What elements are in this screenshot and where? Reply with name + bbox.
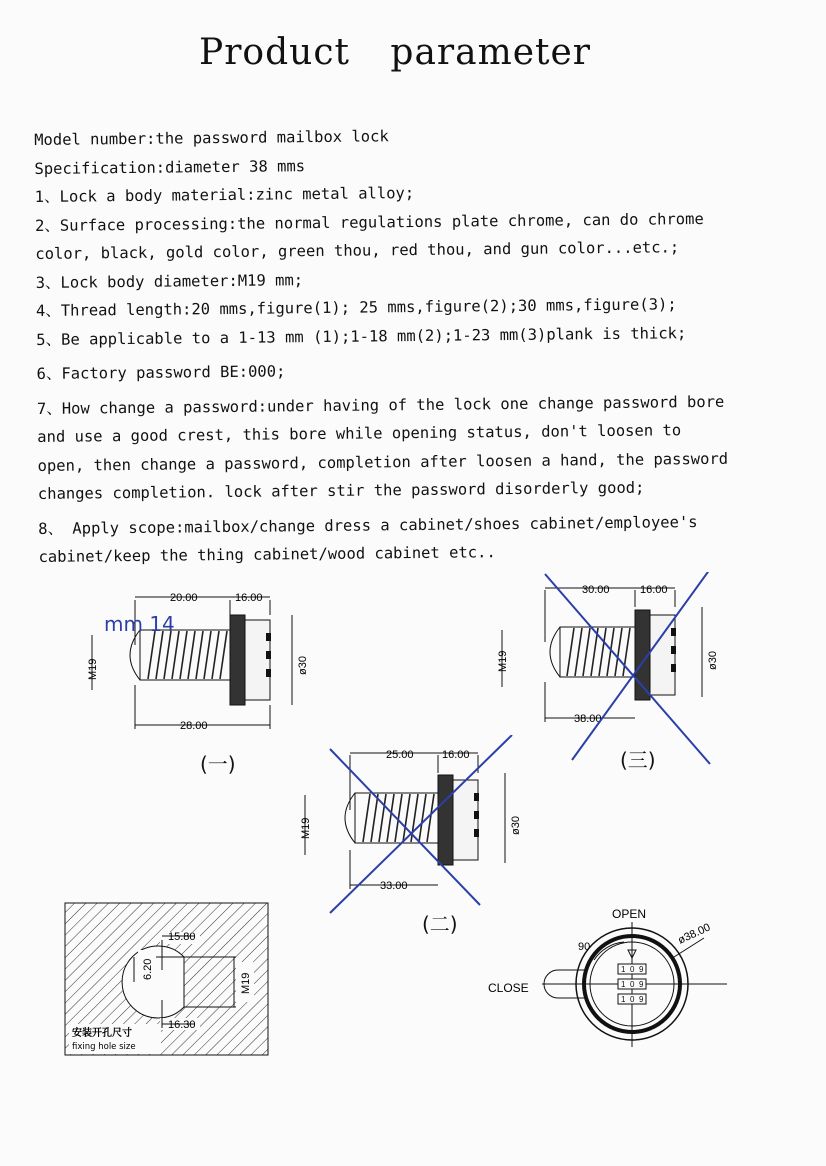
text-line: 7、How change a password:under having of the lock one change password bore xyxy=(36,392,725,418)
figure-3-label: (三) xyxy=(620,748,656,772)
figure-2-label: (二) xyxy=(422,912,458,936)
hole-caption-cn: 安装开孔尺寸 xyxy=(72,1028,132,1039)
dial-digit: 9 xyxy=(639,980,644,989)
text-line: 4、Thread length:20 mms,figure(1); 25 mms,figure(2);30 mms,figure(3); xyxy=(35,295,677,320)
dial-diameter-label: ø38.00 xyxy=(676,921,713,947)
figure-2-drawing xyxy=(290,735,540,920)
fig2-head-dia: ø30 xyxy=(510,816,522,835)
text-line: open, then change a password, completion after loosen a hand, the password xyxy=(37,449,729,475)
text-line: 5、Be applicable to a 1-13 mm (1);1-18 mm(2);1-23 mm(3)plank is thick; xyxy=(36,323,687,349)
dial-close-label: CLOSE xyxy=(488,981,529,995)
text-line: and use a good crest, this bore while opening status, don't loosen to xyxy=(37,421,682,446)
fig3-head-dia: ø30 xyxy=(707,651,719,670)
dial-digit: 1 xyxy=(621,995,626,1004)
fig3-cross-out-mark xyxy=(545,572,718,764)
fixing-hole-diagram xyxy=(64,902,270,1058)
dial-digit: 0 xyxy=(630,995,635,1004)
hole-diameter: M19 xyxy=(240,972,252,994)
text-line: Model number:the password mailbox lock xyxy=(34,127,389,149)
text-line: 6、Factory password BE:000; xyxy=(36,362,286,383)
dial-diagram xyxy=(482,902,762,1052)
fig1-total-length: 28.00 xyxy=(180,720,208,732)
text-line: changes completion. lock after stir the password disorderly good; xyxy=(37,478,645,503)
fig1-handwritten-note: mm 14 xyxy=(104,612,175,636)
dial-digit: 9 xyxy=(639,965,644,974)
page-title: Product parameter xyxy=(198,32,591,73)
text-line: Specification:diameter 38 mms xyxy=(34,156,306,178)
fig2-cross-out-mark xyxy=(330,735,512,913)
fig3-head-length: 16.00 xyxy=(640,584,668,596)
fig1-head-dia: ø30 xyxy=(297,656,309,675)
hole-width-top: 15.80 xyxy=(168,931,196,943)
fig1-thread-length: 20.00 xyxy=(170,592,198,604)
dial-digit: 9 xyxy=(639,995,644,1004)
fig2-thread-length: 25.00 xyxy=(386,749,414,761)
text-line: color, black, gold color, green thou, red thou, and gun color...etc.; xyxy=(35,238,680,263)
dial-digit: 0 xyxy=(630,965,635,974)
fig2-head-length: 16.00 xyxy=(442,749,470,761)
hole-width-bottom: 16.30 xyxy=(168,1019,196,1031)
hole-flat-width: 6.20 xyxy=(142,958,154,980)
fig3-thread-dia: M19 xyxy=(497,650,509,672)
dial-digit: 1 xyxy=(621,980,626,989)
fig3-thread-length: 30.00 xyxy=(582,584,610,596)
dial-digit: 1 xyxy=(621,965,626,974)
parameter-text xyxy=(34,118,767,571)
fig1-thread-dia: M19 xyxy=(87,658,99,680)
dial-angle-label: 90 xyxy=(578,941,591,953)
text-line: 1、Lock a body material:zinc metal alloy; xyxy=(34,184,415,206)
fig3-total-length: 38.00 xyxy=(574,713,602,725)
text-line: 2、Surface processing:the normal regulations plate chrome, can do chrome xyxy=(34,209,704,235)
figure-1-label: (一) xyxy=(200,752,236,776)
figure-1-drawing xyxy=(80,585,320,735)
fig2-thread-dia: M19 xyxy=(300,817,312,839)
text-line: 3、Lock body diameter:M19 mm; xyxy=(35,270,304,292)
dial-open-label: OPEN xyxy=(612,907,647,921)
hole-caption-en: fixing hole size xyxy=(72,1042,136,1052)
fig1-head-length: 16.00 xyxy=(235,592,263,604)
fig2-total-length: 33.00 xyxy=(380,880,408,892)
text-line: 8、 Apply scope:mailbox/change dress a cabinet/shoes cabinet/employee's xyxy=(38,512,698,538)
text-line: cabinet/keep the thing cabinet/wood cabinet etc.. xyxy=(38,543,496,566)
dial-digit: 0 xyxy=(630,980,635,989)
